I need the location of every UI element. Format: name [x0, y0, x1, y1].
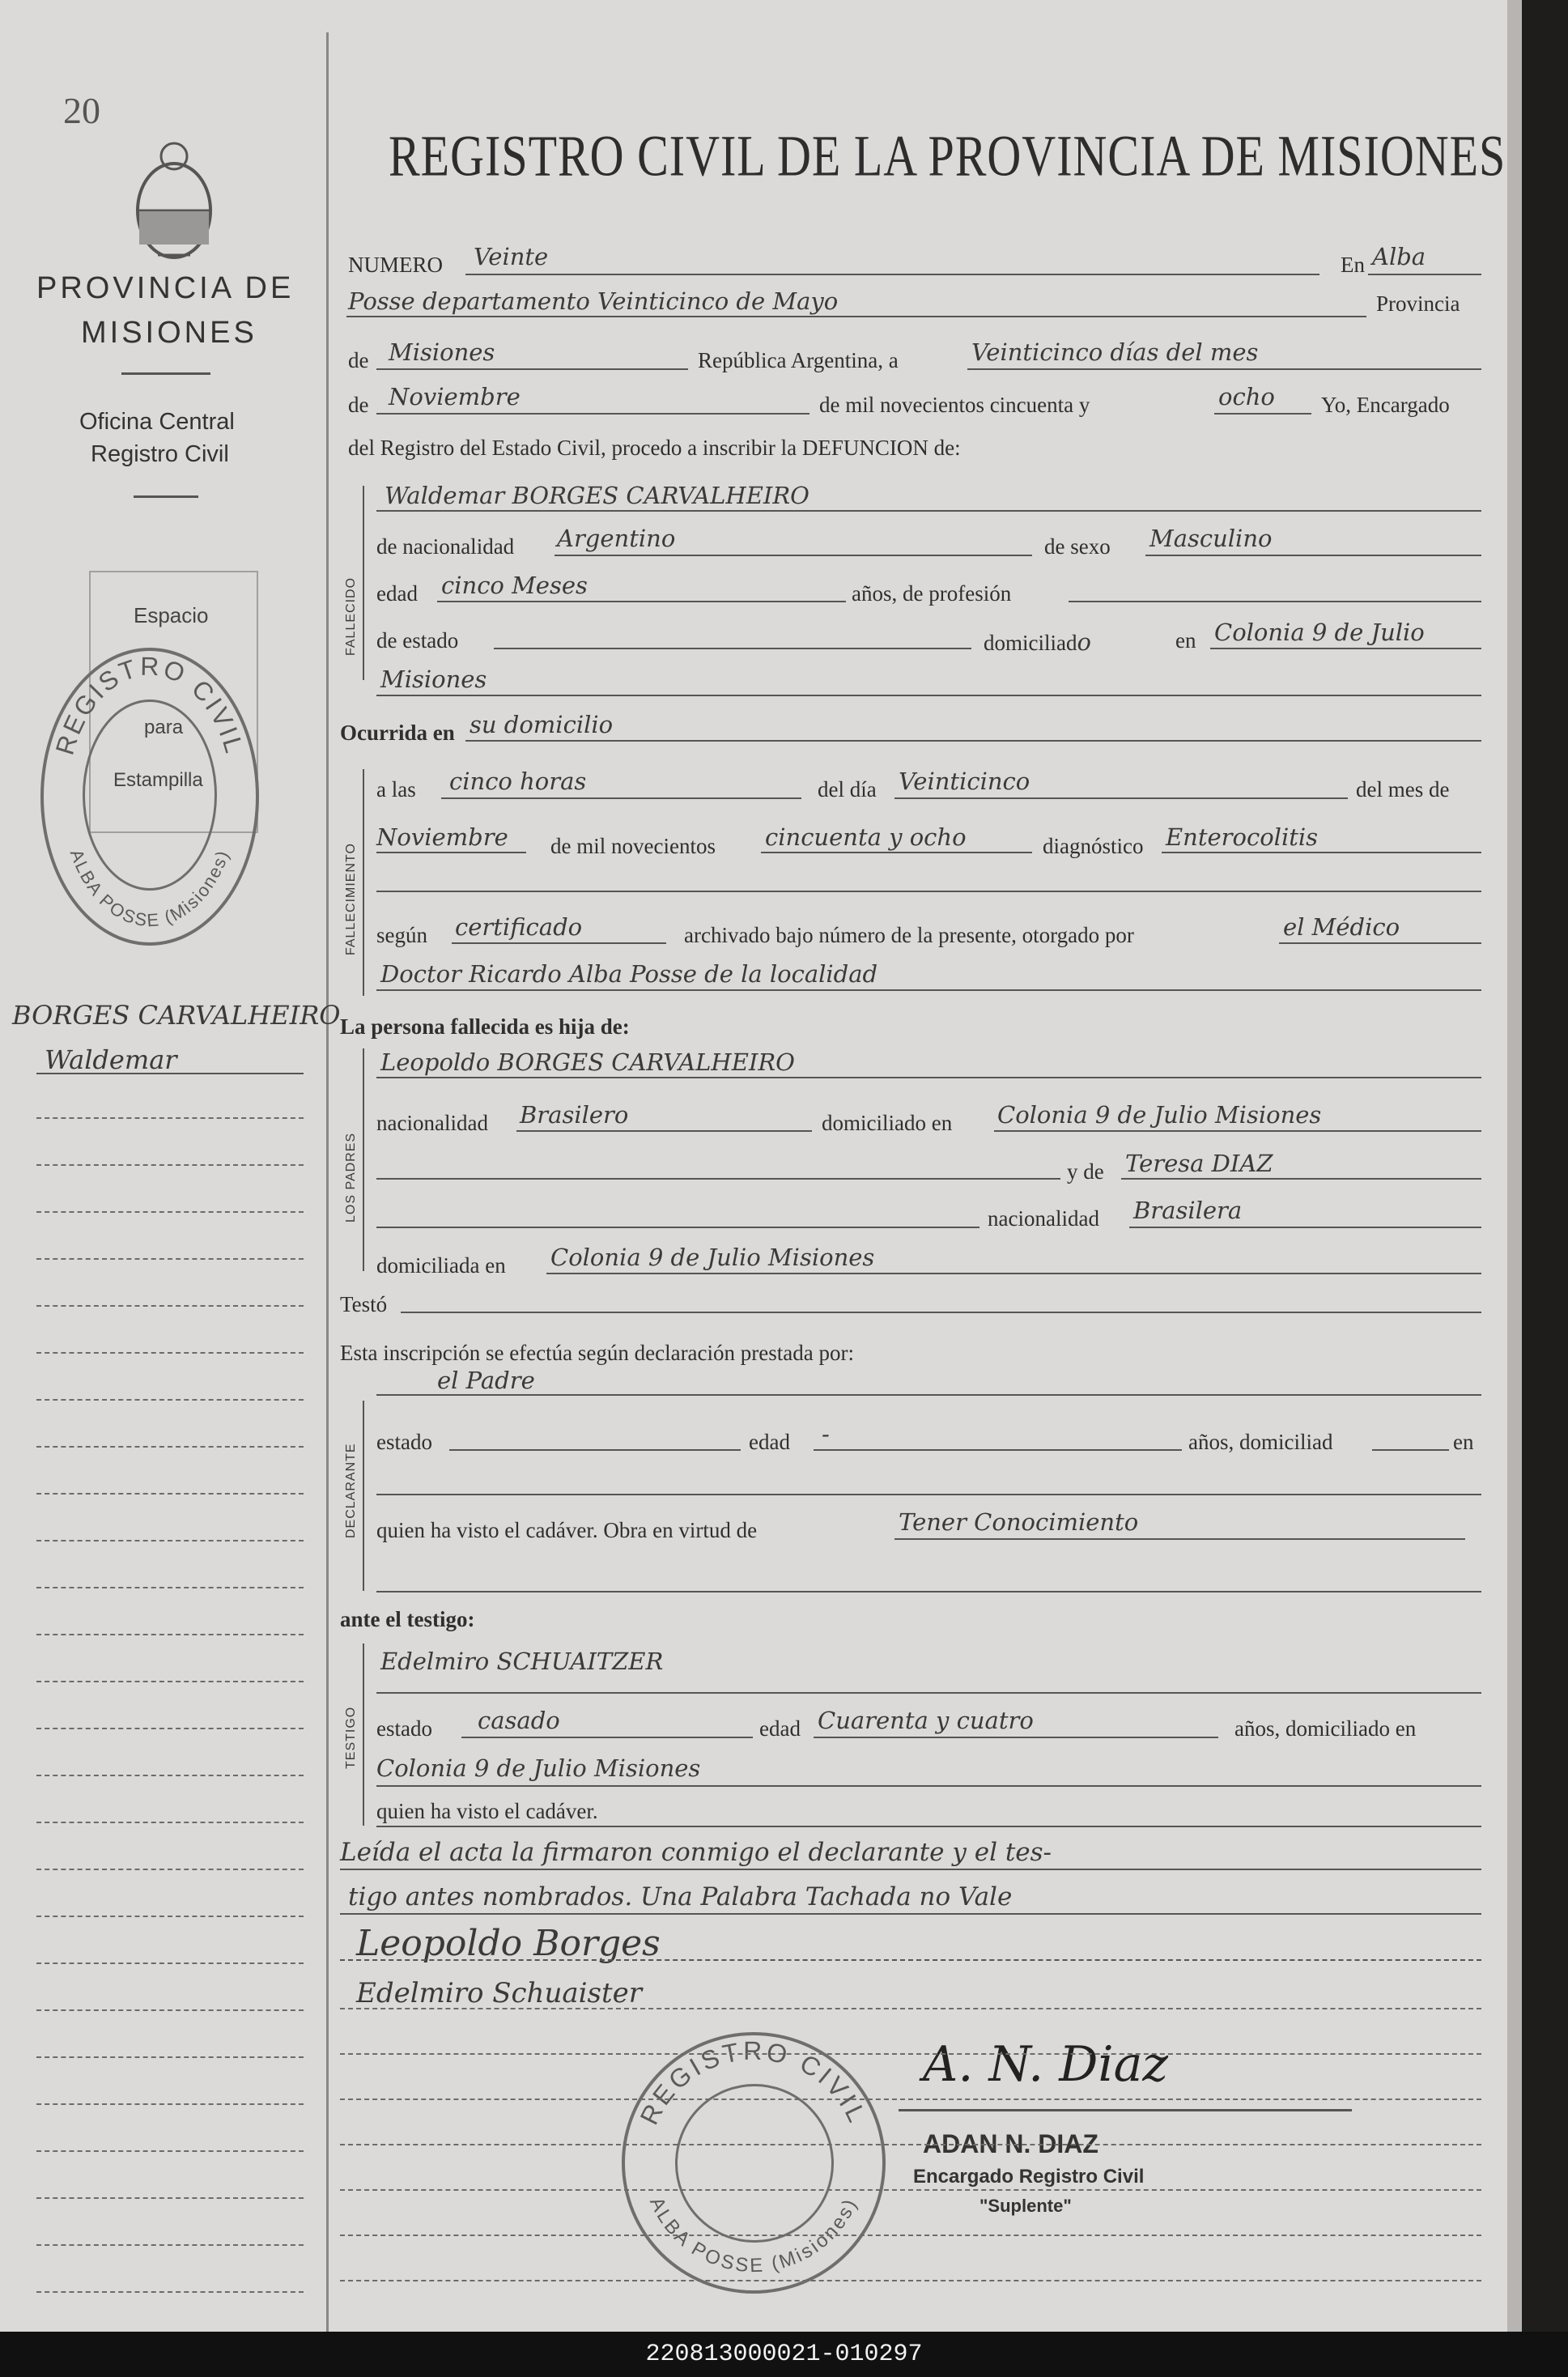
de-label: de: [348, 348, 369, 372]
fill-line: [1121, 1178, 1481, 1180]
fill-line: [401, 1312, 1481, 1313]
fill-line: [340, 1959, 1481, 1961]
province-name-line1: PROVINCIA DE: [36, 271, 295, 305]
domicilio-value: Colonia 9 de Julio: [1214, 619, 1425, 646]
image-caption: 220813000021-010297: [0, 2332, 1568, 2377]
fill-line: [1145, 555, 1481, 556]
edad-value: cinco Meses: [441, 572, 588, 599]
fill-line: [894, 1538, 1465, 1540]
office-name-line2: Registro Civil: [91, 441, 229, 467]
ruled-line: [340, 2053, 1481, 2055]
fill-line: [1069, 601, 1481, 602]
fill-line: [1214, 413, 1311, 415]
domicilio-value: Colonia 9 de Julio Misiones: [550, 1244, 875, 1271]
ruled-line: [36, 2009, 304, 2011]
fill-line: [376, 1785, 1481, 1787]
testigo-name-value: Edelmiro SCHUAITZER: [380, 1648, 664, 1675]
fill-line: [814, 1737, 1218, 1738]
coat-of-arms-icon: [121, 134, 227, 271]
fill-line: [441, 797, 801, 799]
department-value: Posse departamento Veinticinco de Mayo: [348, 287, 839, 315]
fill-line: [465, 740, 1481, 742]
anios-label: años, de profesión: [852, 581, 1012, 606]
yde-label: y de: [1067, 1159, 1104, 1184]
nacionalidad-value: Brasilero: [520, 1101, 629, 1129]
fill-line: [1372, 1449, 1449, 1451]
testigo-intro: ante el testigo:: [340, 1607, 475, 1631]
visto-label: quien ha visto el cadáver. Obra en virtud de: [376, 1518, 758, 1542]
nacionalidad-label: nacionalidad: [988, 1206, 1099, 1231]
fill-line: [376, 1826, 1481, 1827]
fill-line: [437, 601, 846, 602]
fill-line: [546, 1273, 1481, 1274]
fill-line: [376, 368, 688, 370]
svg-text:ALBA POSSE (Misiones): ALBA POSSE (Misiones): [645, 2193, 862, 2277]
en-label: en: [1453, 1430, 1474, 1454]
signer-subtitle: "Suplente": [979, 2196, 1072, 2216]
edad-value: -: [822, 1420, 830, 1448]
anios-label: años, domiciliad: [1188, 1430, 1333, 1454]
ruled-line: [36, 1962, 304, 1964]
ruled-line: [36, 2150, 304, 2152]
ruled-line: [36, 1822, 304, 1823]
segun-value: certificado: [455, 913, 583, 941]
fill-line: [761, 852, 1032, 853]
margin-divider: [326, 32, 329, 2332]
edad-label: edad: [759, 1716, 801, 1741]
testo-label: Testó: [340, 1292, 388, 1316]
ruled-line: [36, 1258, 304, 1260]
fill-line: [376, 413, 809, 415]
signature-father: Leopoldo Borges: [356, 1923, 661, 1964]
madre-name-value: Teresa DIAZ: [1125, 1150, 1273, 1177]
fill-line: [994, 1130, 1481, 1132]
section-bracket: [363, 1401, 364, 1591]
fill-line: [376, 1494, 1481, 1495]
fill-line: [376, 1394, 1481, 1396]
alas-value: cinco horas: [449, 768, 587, 795]
fill-line: [494, 648, 971, 649]
ruled-line: [36, 1681, 304, 1682]
inscribir-line: del Registro del Estado Civil, procedo a inscribir la DEFUNCION de:: [348, 436, 961, 460]
stamp-box-label: Estampilla: [113, 769, 203, 791]
section-label: TESTIGO: [344, 1706, 358, 1769]
office-name-line1: Oficina Central: [79, 409, 235, 435]
fill-line: [894, 797, 1348, 799]
mes-value: Noviembre: [376, 823, 508, 851]
fill-line: [449, 1449, 741, 1451]
fill-line: [376, 891, 1481, 892]
ruled-line: [36, 1916, 304, 1917]
page-title: REGISTRO CIVIL DE LA PROVINCIA DE MISIONES: [389, 122, 1506, 189]
padres-intro: La persona fallecida es hija de:: [340, 1014, 630, 1039]
svg-text:ALBA POSSE (Misiones): ALBA POSSE (Misiones): [66, 846, 234, 931]
nacionalidad-label: nacionalidad: [376, 1111, 488, 1135]
domiciliado-suffix: o: [1077, 628, 1091, 656]
provincia-label: Provincia: [1376, 291, 1460, 316]
signature-witness: Edelmiro Schuaister: [356, 1977, 642, 2009]
fill-line: [1210, 648, 1481, 649]
fill-line: [340, 1869, 1481, 1870]
section-bracket: [363, 1048, 364, 1271]
ruled-line: [36, 2291, 304, 2293]
ruled-line: [36, 2244, 304, 2246]
ruled-line: [340, 2235, 1481, 2236]
ruled-line: [36, 1446, 304, 1448]
republica-label: República Argentina, a: [698, 348, 899, 372]
fallecido-name-value: Waldemar BORGES CARVALHEIRO: [385, 482, 809, 509]
svg-text:REGISTRO CIVIL: REGISTRO CIVIL: [49, 651, 250, 759]
ruled-line: [36, 2197, 304, 2199]
sexo-label: de sexo: [1044, 534, 1111, 559]
signature-line: [899, 2109, 1352, 2111]
fill-line: [1279, 942, 1481, 944]
numero-value: Veinte: [474, 243, 549, 270]
margin-rule: [36, 1073, 304, 1074]
stamp-box-label: Espacio: [134, 603, 209, 627]
anios-label: años, domiciliado en: [1234, 1716, 1417, 1741]
fill-line: [376, 989, 1481, 991]
fill-line: [376, 695, 1481, 696]
mes-label: del mes de: [1356, 777, 1450, 802]
section-label: DECLARANTE: [344, 1443, 358, 1538]
section-bracket: [363, 1643, 364, 1826]
ruled-line: [340, 2189, 1481, 2191]
fill-line: [346, 316, 1366, 317]
ruled-line: [36, 1352, 304, 1354]
mil-label: de mil novecientos: [550, 834, 716, 858]
ruled-line: [36, 1587, 304, 1588]
anio-value: cincuenta y ocho: [765, 823, 967, 851]
archivado-label: archivado bajo número de la presente, otorgado por: [684, 923, 1134, 947]
divider: [134, 495, 198, 498]
ruled-line: [36, 1775, 304, 1776]
alas-label: a las: [376, 777, 416, 802]
province-name-line2: MISIONES: [81, 316, 257, 350]
dia-label: del día: [818, 777, 877, 802]
signer-name: ADAN N. DIAZ: [923, 2129, 1098, 2158]
fill-line: [1129, 1227, 1481, 1228]
ruled-line: [36, 1869, 304, 1870]
closing-line-1: Leída el acta la firmaron conmigo el declarante y el tes-: [340, 1838, 1052, 1867]
ruled-line: [36, 1164, 304, 1166]
estado-label: estado: [376, 1716, 432, 1741]
fill-line: [967, 368, 1481, 370]
ruled-line: [36, 1540, 304, 1541]
padre-name-value: Leopoldo BORGES CARVALHEIRO: [380, 1048, 795, 1076]
domiciliado-label: domiciliado: [984, 628, 1091, 656]
sexo-value: Masculino: [1149, 525, 1273, 552]
section-label: LOS PADRES: [344, 1132, 358, 1223]
registry-seal-bottom: [622, 2032, 886, 2294]
divider: [121, 372, 210, 375]
margin-note: Waldemar: [45, 1044, 177, 1075]
ruled-line: [36, 1211, 304, 1213]
estado-label: de estado: [376, 628, 459, 653]
yo-label: Yo, Encargado: [1321, 393, 1450, 417]
edad-value: Cuarenta y cuatro: [818, 1707, 1034, 1734]
declarante-intro: Esta inscripción se efectúa según declaración prestada por:: [340, 1341, 854, 1365]
ocurrida-value: su domicilio: [470, 711, 614, 738]
numero-label: NUMERO: [348, 253, 444, 277]
ruled-line: [36, 1117, 304, 1119]
fill-line: [1162, 852, 1481, 853]
de-label: de: [348, 393, 369, 417]
visto-value: Tener Conocimiento: [899, 1508, 1139, 1536]
margin-note: BORGES CARVALHEIRO: [12, 1000, 341, 1031]
fill-line: [814, 1449, 1182, 1451]
domicilio-value: Colonia 9 de Julio Misiones: [997, 1101, 1322, 1129]
diag-value: Enterocolitis: [1166, 823, 1319, 851]
nacionalidad-label: de nacionalidad: [376, 534, 515, 559]
domicilio-value: Colonia 9 de Julio Misiones: [376, 1754, 701, 1782]
declarante-by-value: el Padre: [437, 1367, 535, 1394]
officer-signature: A. N. Diaz: [923, 2036, 1168, 2093]
fill-line: [452, 942, 666, 944]
ruled-line: [36, 1728, 304, 1729]
ruled-line: [36, 2056, 304, 2058]
ruled-line: [340, 2098, 1481, 2100]
section-label: FALLECIMIENTO: [344, 843, 358, 955]
medico-value: Doctor Ricardo Alba Posse de la localidad: [380, 960, 878, 988]
en-label: en: [1175, 628, 1196, 653]
edad-label: edad: [376, 581, 418, 606]
folio-number: 20: [63, 90, 100, 131]
segun-label: según: [376, 923, 427, 947]
svg-text:REGISTRO CIVIL: REGISTRO CIVIL: [634, 2035, 873, 2129]
fill-line: [376, 1178, 1060, 1180]
mes-value: Noviembre: [389, 383, 521, 410]
fill-line: [376, 1077, 1481, 1078]
page-edge: [1507, 0, 1522, 2332]
signer-title: Encargado Registro Civil: [913, 2166, 1145, 2188]
fill-line: [340, 1913, 1481, 1915]
fill-line: [555, 555, 1032, 556]
fill-line: [376, 852, 526, 853]
section-bracket: [363, 486, 364, 680]
otorgado-value: el Médico: [1283, 913, 1400, 941]
domicilio-value-2: Misiones: [380, 665, 487, 693]
ruled-line: [36, 2103, 304, 2105]
fecha-value: Veinticinco días del mes: [971, 338, 1259, 366]
fill-line: [461, 1737, 753, 1738]
diag-label: diagnóstico: [1043, 834, 1144, 858]
fill-line: [376, 1227, 979, 1228]
fill-line: [465, 274, 1319, 275]
en-value: Alba: [1372, 243, 1426, 270]
en-label: En: [1341, 253, 1365, 277]
stamp-box-label: para: [144, 717, 184, 738]
edad-label: edad: [749, 1430, 790, 1454]
section-bracket: [363, 769, 364, 996]
mil-label: de mil novecientos cincuenta y: [819, 393, 1090, 417]
ruled-line: [340, 2008, 1481, 2009]
nacionalidad-value: Brasilera: [1133, 1197, 1243, 1224]
ruled-line: [36, 1305, 304, 1307]
closing-line-2: tigo antes nombrados. Una Palabra Tachada no Vale: [348, 1882, 1013, 1911]
estado-value: casado: [478, 1707, 560, 1734]
fill-line: [376, 1692, 1481, 1694]
estado-label: estado: [376, 1430, 432, 1454]
fill-line: [1368, 274, 1481, 275]
provincia-value: Misiones: [389, 338, 495, 366]
domiciliado-label: domiciliado en: [822, 1111, 953, 1135]
visto-label: quien ha visto el cadáver.: [376, 1799, 598, 1823]
ruled-line: [36, 1634, 304, 1635]
fill-line: [376, 1591, 1481, 1592]
section-label: FALLECIDO: [344, 576, 358, 656]
domiciliada-label: domiciliada en: [376, 1253, 506, 1278]
dia-value: Veinticinco: [899, 768, 1030, 795]
ruled-line: [36, 1399, 304, 1401]
ruled-line: [36, 1493, 304, 1495]
ruled-line: [340, 2144, 1481, 2145]
ocurrida-label: Ocurrida en: [340, 721, 455, 745]
fill-line: [516, 1130, 812, 1132]
registry-seal-left: [40, 648, 259, 946]
anio-value: ocho: [1218, 383, 1275, 410]
ruled-line: [340, 2280, 1481, 2281]
nacionalidad-value: Argentino: [557, 525, 676, 552]
fill-line: [376, 510, 1481, 512]
